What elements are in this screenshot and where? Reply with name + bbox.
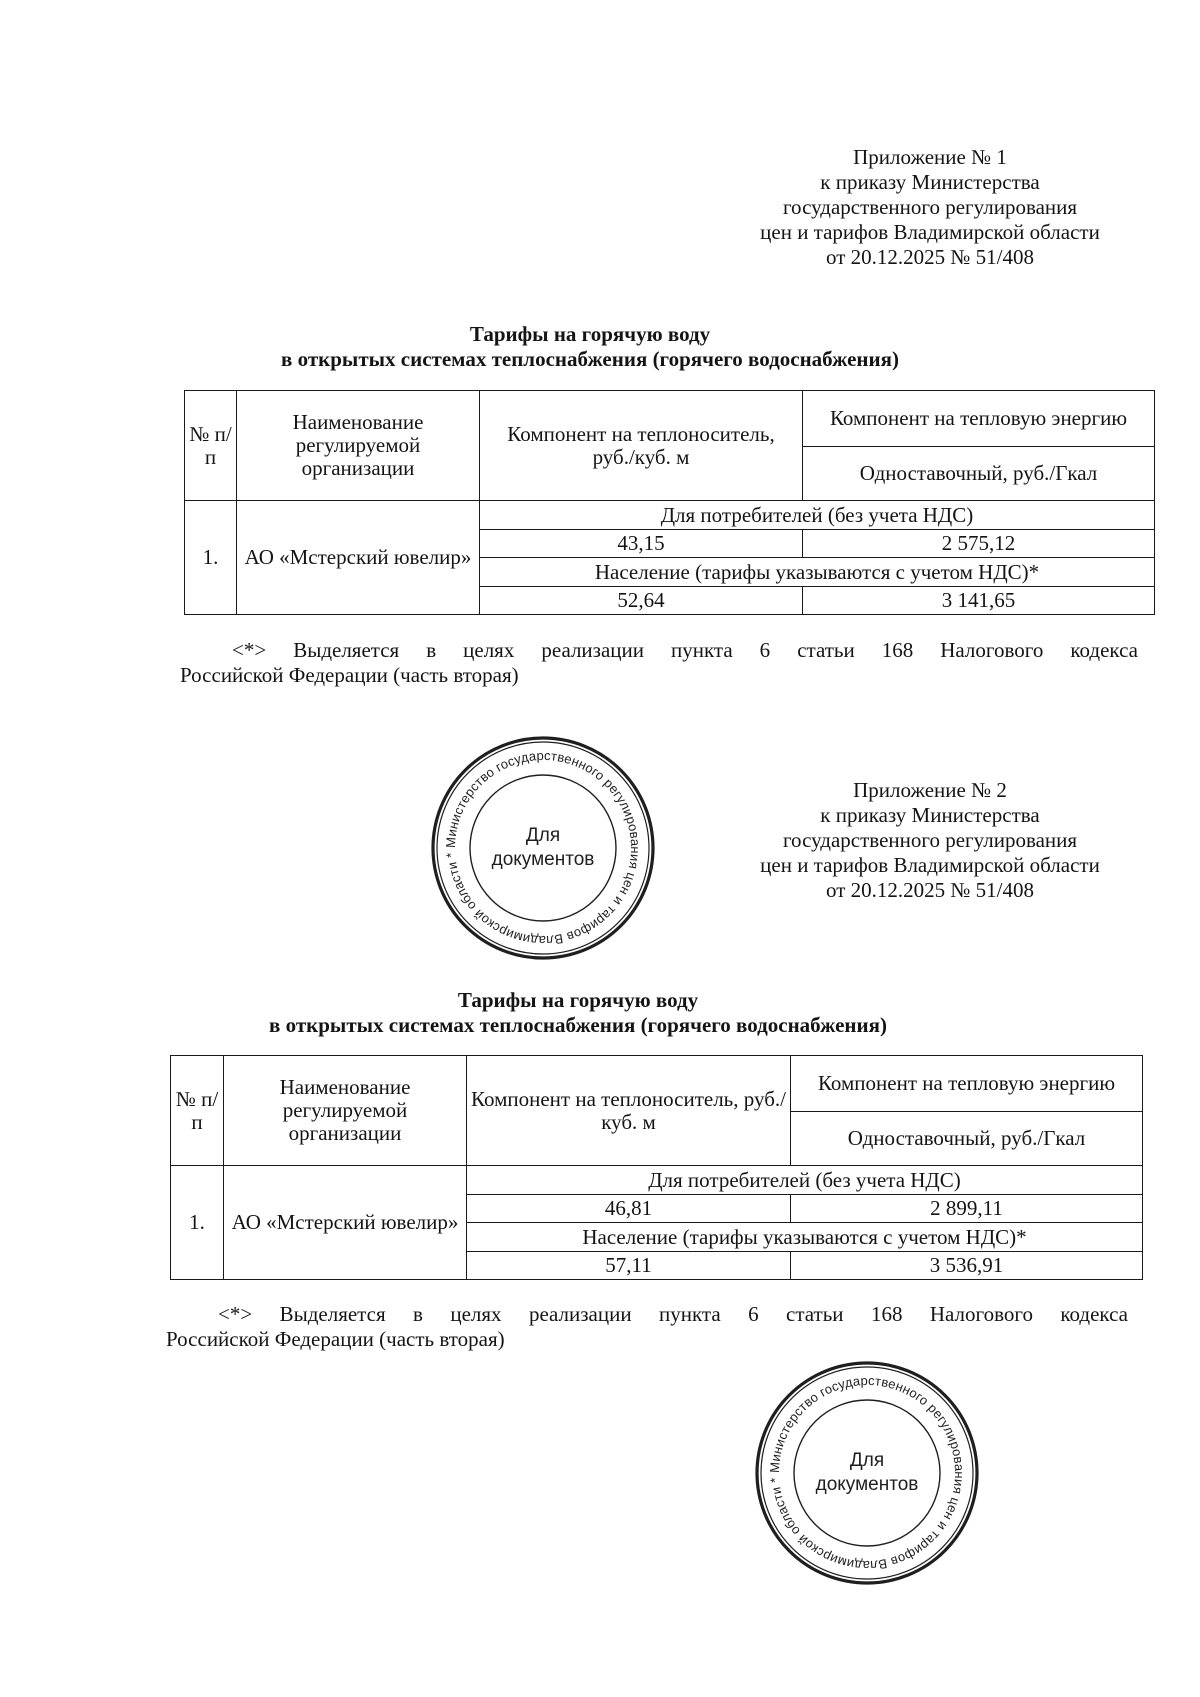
table-1-title-line: в открытых системах теплоснабжения (горячего водоснабжения) — [281, 347, 899, 371]
appendix-2-line: государственного регулирования — [782, 828, 1078, 852]
footnote-line: Российской Федерации (часть вторая) — [166, 1327, 505, 1351]
header-energy: Компонент на тепловую энергию — [803, 391, 1155, 447]
stamp-center-line: документов — [815, 1474, 919, 1495]
tariff-table-1 — [184, 390, 1155, 615]
official-stamp — [430, 735, 656, 961]
consumers-carrier-value: 46,81 — [467, 1195, 791, 1223]
appendix-1-line: государственного регулирования — [782, 195, 1078, 219]
appendix-2-line: цен и тарифов Владимирской области — [760, 853, 1100, 877]
header-num: № п/п — [171, 1056, 224, 1166]
consumers-energy-value: 2 899,11 — [791, 1195, 1143, 1223]
stamp-center-line: документов — [491, 849, 595, 870]
population-energy-value: 3 141,65 — [803, 587, 1155, 615]
consumers-carrier-value: 43,15 — [480, 530, 803, 558]
row-org: АО «Мстерский ювелир» — [224, 1166, 467, 1280]
header-energy-sub: Одноставочный, руб./Гкал — [803, 447, 1155, 501]
stamp-ring-text: Министерство государственного регулирования цен и тарифов Владимирской области * — [442, 747, 644, 949]
header-energy: Компонент на тепловую энергию — [791, 1056, 1143, 1112]
header-org: Наименование регулируемой организации — [237, 391, 480, 501]
row-org: АО «Мстерский ювелир» — [237, 501, 480, 615]
footnote-line: <*> Выделяется в целях реализации пункта 6 статьи 168 Налогового кодекса — [218, 1302, 1128, 1326]
population-energy-value: 3 536,91 — [791, 1252, 1143, 1280]
footnote-line: Российской Федерации (часть вторая) — [180, 663, 519, 687]
header-carrier: Компонент на теплоноситель, руб./куб. м — [480, 391, 803, 501]
header-energy-sub: Одноставочный, руб./Гкал — [791, 1112, 1143, 1166]
stamp-center-line: Для — [849, 1450, 885, 1471]
table-2-title-line: в открытых системах теплоснабжения (горячего водоснабжения) — [269, 1013, 887, 1037]
consumers-energy-value: 2 575,12 — [803, 530, 1155, 558]
official-stamp — [754, 1360, 980, 1586]
stamp-ring-text: Министерство государственного регулирования цен и тарифов Владимирской области * — [766, 1372, 968, 1574]
population-label: Население (тарифы указываются с учетом НДС)* — [480, 558, 1155, 587]
tariff-table-2 — [170, 1055, 1143, 1280]
consumers-label: Для потребителей (без учета НДС) — [467, 1166, 1143, 1195]
appendix-1-header — [720, 145, 1140, 270]
appendix-2-line: от 20.12.2025 № 51/408 — [825, 878, 1035, 902]
appendix-1-line: от 20.12.2025 № 51/408 — [825, 245, 1035, 269]
consumers-label: Для потребителей (без учета НДС) — [480, 501, 1155, 530]
table-2-title-line: Тарифы на горячую воду — [457, 988, 699, 1012]
table-1-title-line: Тарифы на горячую воду — [469, 322, 711, 346]
table-2-footnote — [166, 1302, 1128, 1352]
row-num: 1. — [171, 1166, 224, 1280]
population-carrier-value: 57,11 — [467, 1252, 791, 1280]
header-carrier: Компонент на теплоноситель, руб./куб. м — [467, 1056, 791, 1166]
appendix-2-line: к приказу Министерства — [820, 803, 1040, 827]
appendix-1-line: Приложение № 1 — [853, 145, 1007, 169]
table-1-footnote — [180, 638, 1138, 688]
appendix-2-header — [720, 778, 1140, 903]
header-org: Наименование регулируемой организации — [224, 1056, 467, 1166]
footnote-line: <*> Выделяется в целях реализации пункта 6 статьи 168 Налогового кодекса — [232, 638, 1138, 662]
row-num: 1. — [185, 501, 237, 615]
header-num: № п/п — [185, 391, 237, 501]
population-carrier-value: 52,64 — [480, 587, 803, 615]
stamp-center-line: Для — [525, 825, 561, 846]
appendix-1-line: цен и тарифов Владимирской области — [760, 220, 1100, 244]
population-label: Население (тарифы указываются с учетом НДС)* — [467, 1223, 1143, 1252]
appendix-2-line: Приложение № 2 — [853, 778, 1007, 802]
table-1-title — [240, 322, 940, 372]
appendix-1-line: к приказу Министерства — [820, 170, 1040, 194]
table-2-title — [228, 988, 928, 1038]
